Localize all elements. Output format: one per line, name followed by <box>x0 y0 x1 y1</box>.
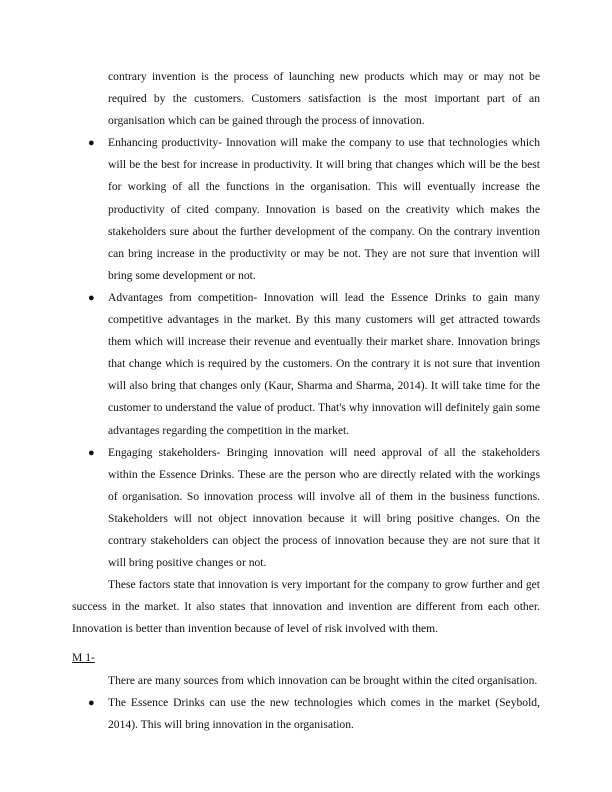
m1-intro-paragraph: There are many sources from which innovation can be brought within the cited organisation. <box>108 673 538 687</box>
bullet-text-new-technologies: The Essence Drinks can use the new technologies which comes in the market (Seybold, 2014). This will bring innovation in the organisation. <box>108 695 540 731</box>
m1-bullet-list <box>72 692 540 736</box>
continuation-paragraph: contrary invention is the process of launching new products which may or may not be required by the customers. Customers satisfaction is the most important part of an organisation which can be gained through the process of innovation. <box>108 70 540 128</box>
factors-bullet-list <box>72 132 540 574</box>
m1-heading: M 1- <box>72 651 95 665</box>
bullet-text-enhancing-productivity: Enhancing productivity- Innovation will make the company to use that technologies which will be the best for increase in productivity. It will bring that changes which will be the best for working of all the functions in the organisation. This will eventually increase the productivity of cited company. Innovation is based on the creativity which makes the stakeholders sure about the further development of the company. On the contrary invention can bring increase in the productivity or may be not. They are not sure that invention will bring some development or not. <box>108 136 540 282</box>
document-body <box>72 66 540 736</box>
bullet-icon: ● <box>88 137 95 150</box>
list-item <box>72 287 540 442</box>
bullet-text-advantages-from-competition: Advantages from competition- Innovation will lead the Essence Drinks to gain many competitive advantages in the market. By this many customers will get attracted towards them which will increase their revenue and eventually their market share. Innovation brings that change which is required by the customers. On the contrary it is not sure that invention will also bring that changes only (Kaur, Sharma and Sharma, 2014). It will take time for the customer to understand the value of product. That's why innovation will definitely gain some advantages regarding the competition in the market. <box>108 290 540 437</box>
bullet-text-engaging-stakeholders: Engaging stakeholders- Bringing innovation will need approval of all the stakeholders within the Essence Drinks. These are the person who are directly related with the workings of organisation. So innovation process will involve all of them in the business functions. Stakeholders will not object innovation because it will bring positive changes. On the contrary stakeholders can object the process of innovation because they are not sure that it will bring positive changes or not. <box>108 445 540 570</box>
list-item <box>72 132 540 287</box>
bullet-icon: ● <box>88 291 95 304</box>
list-item <box>72 442 540 575</box>
list-item <box>72 692 540 736</box>
bullet-icon: ● <box>88 446 95 459</box>
summary-paragraph: These factors state that innovation is very important for the company to grow further and get success in the market. It also states that innovation and invention are different from each other. Innovation is better than invention because of level of risk involved with them. <box>72 578 540 636</box>
bullet-icon: ● <box>88 696 95 709</box>
